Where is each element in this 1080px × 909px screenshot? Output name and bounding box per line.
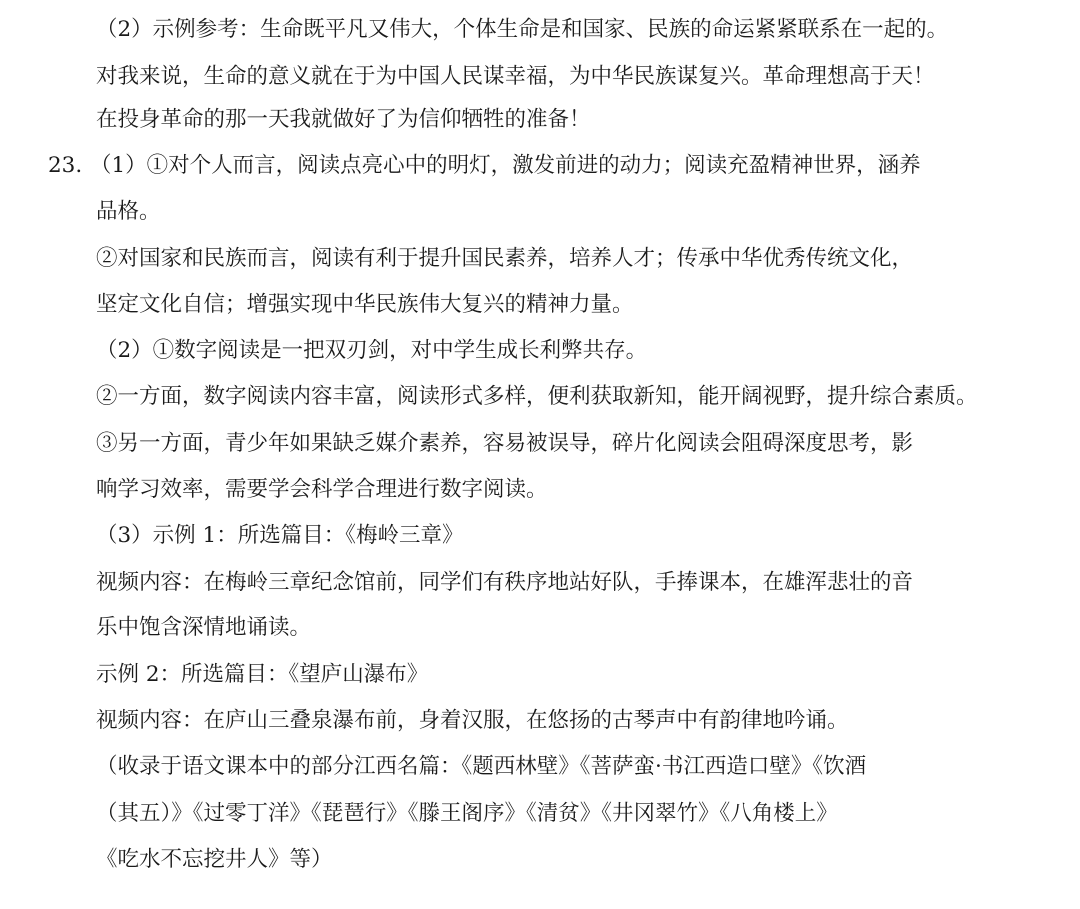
text-line: ②一方面，数字阅读内容丰富，阅读形式多样，便利获取新知，能开阔视野，提升综合素质。: [96, 384, 978, 409]
text-line: （2）示例参考：生命既平凡又伟大，个体生命是和国家、民族的命运紧紧联系在一起的。: [96, 17, 949, 42]
text-line: 示例 2：所选篇目：《望庐山瀑布》: [96, 662, 429, 687]
text-line: （3）示例 1：所选篇目：《梅岭三章》: [96, 523, 464, 548]
text-line: （其五）》《过零丁洋》《琵琶行》《滕王阁序》《清贫》《井冈翠竹》《八角楼上》: [96, 801, 838, 826]
text-line: （收录于语文课本中的部分江西名篇：《题西林壁》《菩萨蛮·书江西造口壁》《饮酒: [96, 754, 867, 779]
text-line: 坚定文化自信；增强实现中华民族伟大复兴的精神力量。: [96, 292, 634, 317]
text-line: ③另一方面，青少年如果缺乏媒介素养，容易被误导，碎片化阅读会阻碍深度思考，影: [96, 431, 914, 456]
text-line: 在投身革命的那一天我就做好了为信仰牺牲的准备！: [96, 107, 591, 132]
text-line: 《吃水不忘挖井人》等）: [96, 847, 333, 872]
text-line: 对我来说，生命的意义就在于为中国人民谋幸福，为中华民族谋复兴。革命理想高于天！: [96, 64, 935, 89]
text-line: ②对国家和民族而言，阅读有利于提升国民素养，培养人才；传承中华优秀传统文化，: [96, 246, 914, 271]
question-line: 23. （1）①对个人而言，阅读点亮心中的明灯，激发前进的动力；阅读充盈精神世界，涵养: [0, 150, 1080, 182]
text-line: 乐中饱含深情地诵读。: [96, 615, 312, 640]
text-line: 视频内容：在庐山三叠泉瀑布前，身着汉服，在悠扬的古琴声中有韵律地吟诵。: [96, 708, 849, 733]
text-line: 视频内容：在梅岭三章纪念馆前，同学们有秩序地站好队，手捧课本，在雄浑悲壮的音: [96, 570, 914, 595]
text-line: 响学习效率，需要学会科学合理进行数字阅读。: [96, 477, 548, 502]
text-line: 品格。: [96, 199, 161, 224]
text-line: （2）①数字阅读是一把双刃剑，对中学生成长利弊共存。: [96, 338, 648, 363]
question-number: 23.: [48, 153, 83, 178]
